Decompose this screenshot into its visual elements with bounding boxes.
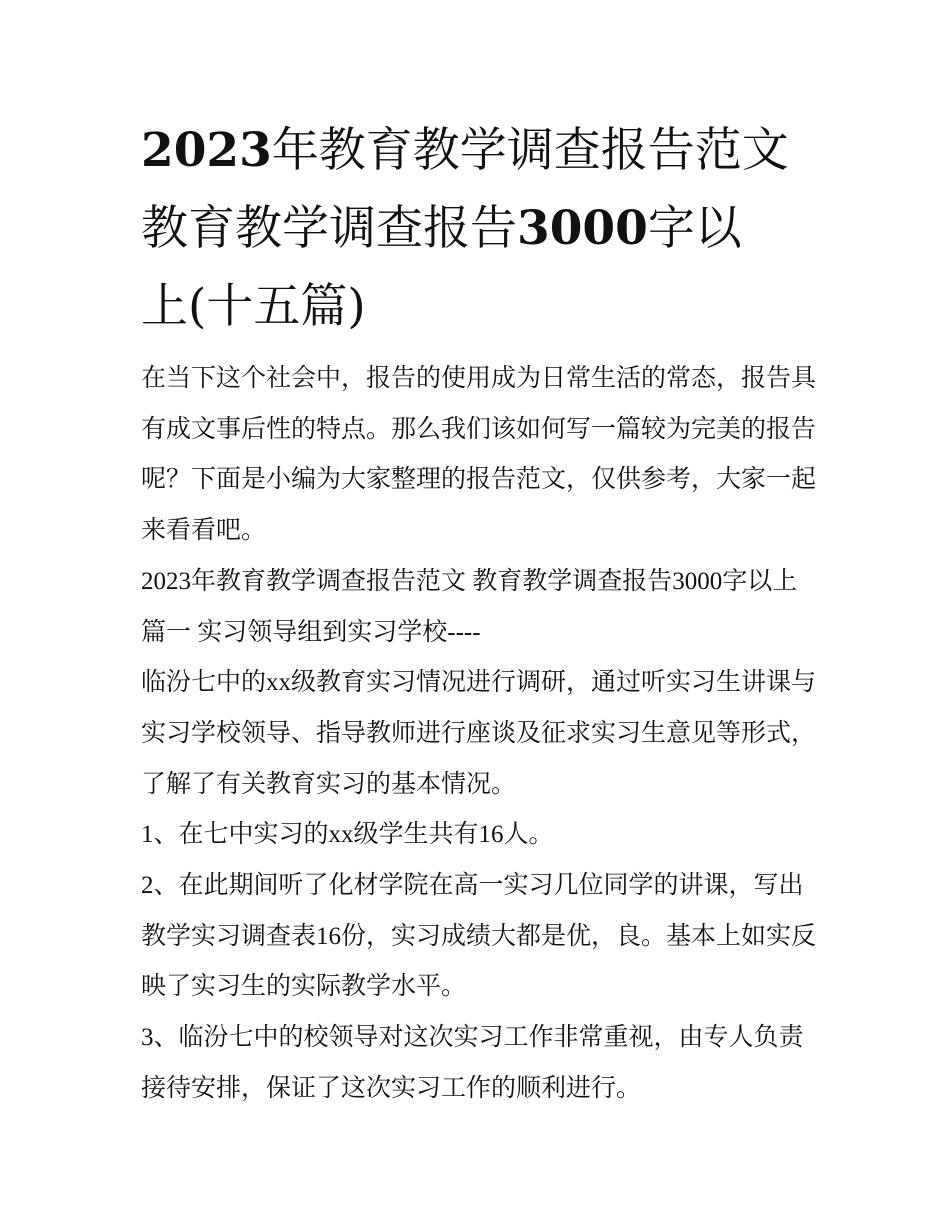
intro-paragraph: 在当下这个社会中，报告的使用成为日常生活的常态，报告具有成文事后性的特点。那么我们该如何写一篇较为完美的报告呢？下面是小编为大家整理的报告范文，仅供参考，大家一起来看看吧。 [141, 365, 817, 545]
title-line1-text: 年教育教学调查报告范文 [271, 123, 789, 178]
body-paragraph-1: 临汾七中的xx级教育实习情况进行调研，通过听实习生讲课与实习学校领导、指导教师进行座谈及征求实习生意见等形式，了解了有关教育实习的基本情况。 [141, 669, 817, 798]
document-title [141, 112, 816, 346]
title-line3-text: 上(十五篇) [141, 279, 366, 334]
title-line2-text: 教育教学调查报告 [141, 201, 517, 256]
list-item-1: 1、在七中实习的xx级学生共有16人。 [141, 821, 554, 849]
list-item-2: 2、在此期间听了化材学院在高一实习几位同学的讲课，写出教学实习调查表16份，实习成绩大都是优，良。基本上如实反映了实习生的实际教学水平。 [141, 872, 817, 1001]
title-line2-tail: 字以 [647, 201, 742, 256]
title-word-count: 3000 [517, 201, 648, 256]
list-item-3: 3、临汾七中的校领导对这次实习工作非常重视，由专人负责接待安排，保证了这次实习工作的顺利进行。 [141, 1024, 804, 1102]
title-year: 2023 [141, 123, 272, 178]
subtitle-paragraph: 2023年教育教学调查报告范文 教育教学调查报告3000字以上 [141, 567, 798, 595]
document-content [141, 112, 816, 1115]
section-heading: 篇一 实习领导组到实习学校---- [141, 618, 481, 646]
